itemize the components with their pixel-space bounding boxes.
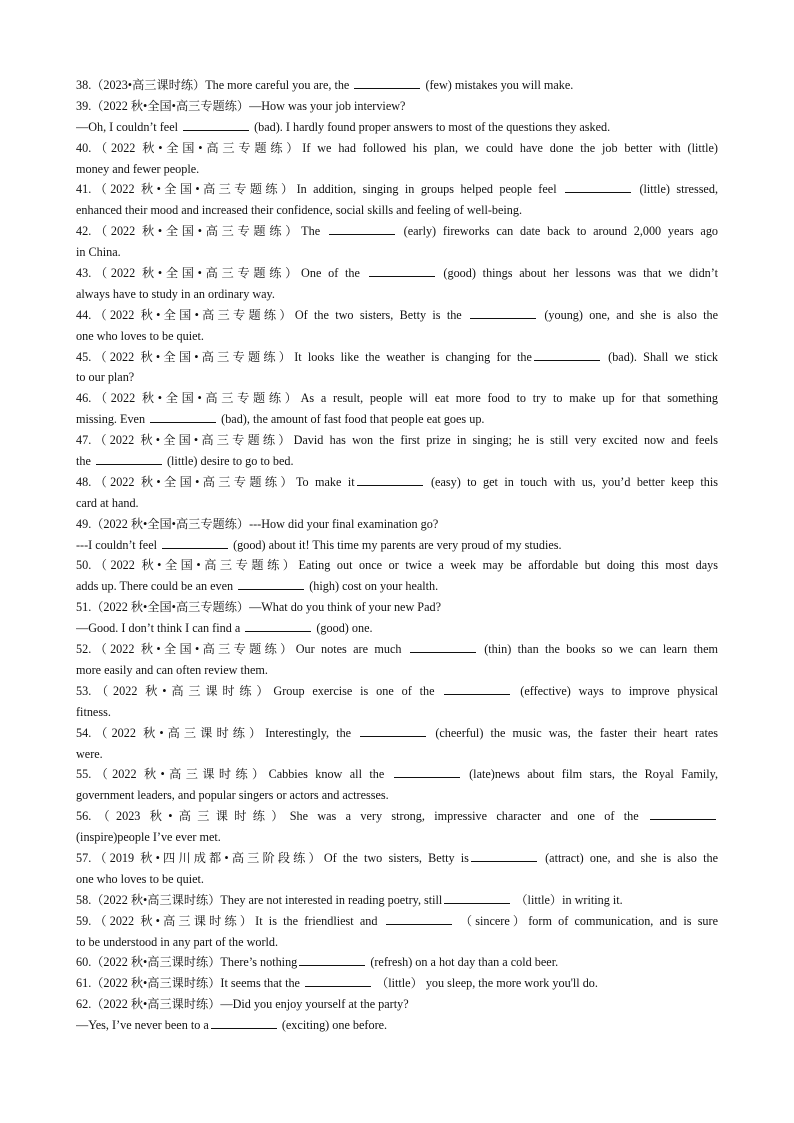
text-line [76,493,718,514]
line-text: ---I couldn’t feel [76,537,161,552]
text-line [76,221,718,242]
line-text: (thin) than the books so we can learn them [477,642,718,657]
answer-blank[interactable] [329,223,395,235]
text-line [76,848,718,869]
line-text: (bad). I hardly found proper answers to most of the questions they asked. [251,119,611,134]
answer-blank[interactable] [360,725,426,737]
line-text: (easy) to get in touch with us, you’d better keep this [424,474,718,489]
answer-blank[interactable] [183,119,249,131]
text-line [76,75,718,96]
text-line [76,597,718,618]
text-line [76,869,718,890]
line-text: (attract) one, and she is also the [538,850,718,865]
line-text: 41.（2022 秋•全国•高三专题练）In addition, singing in groups helped people feel [76,182,564,197]
text-line [76,263,718,284]
line-text: one who loves to be quiet. [76,871,204,886]
text-line [76,806,718,827]
line-text: (bad). Shall we stick [601,349,718,364]
text-line [76,890,718,911]
answer-blank[interactable] [565,181,631,193]
line-text: 38.（2023•高三课时练）The more careful you are, the [76,78,353,92]
line-text: （little）in writing it. [512,892,623,907]
line-text: (good) things about her lessons was that we didn’t [436,266,718,281]
text-line [76,911,718,932]
line-text: (young) one, and she is also the [538,307,718,322]
answer-blank[interactable] [410,641,476,653]
line-text: 54.（2022 秋•高三课时练）Interestingly, the [76,725,359,740]
line-text: 49.（2022 秋•全国•高三专题练）---How did your final examination go? [76,516,439,531]
line-text: 55.（2022 秋•高三课时练）Cabbies know all the [76,767,392,782]
answer-blank[interactable] [650,808,716,820]
line-text: in China. [76,245,121,260]
line-text: 52.（2022 秋•全国•高三专题练）Our notes are much [76,642,408,657]
text-line [76,660,718,681]
answer-blank[interactable] [369,265,435,277]
answer-blank[interactable] [162,537,228,549]
text-line [76,932,718,953]
text-line [76,305,718,326]
answer-blank[interactable] [357,474,423,486]
text-line [76,514,718,535]
text-line [76,179,718,200]
line-text: （little） you sleep, the more work you'll do. [373,976,598,991]
text-line [76,744,718,765]
line-text: 45.（2022 秋•全国•高三专题练）It looks like the weather is changing for the [76,349,532,364]
line-text: 40.（2022 秋•全国•高三专题练）If we had followed his plan, we could have done the job better with (little) [76,140,718,155]
text-line [76,409,718,430]
text-line [76,242,718,263]
text-line [76,347,718,368]
text-line [76,159,718,180]
line-text: (effective) ways to improve physical [512,683,718,698]
text-line [76,555,718,576]
line-text: government leaders, and popular singers or actors and actresses. [76,788,389,803]
line-text: more easily and can often review them. [76,662,268,677]
line-text: 56.（2023 秋•高三课时练）She was a very strong, impressive character and one of the [76,809,648,824]
text-line [76,723,718,744]
line-text: 44.（2022 秋•全国•高三专题练）Of the two sisters, Betty is the [76,307,469,322]
line-text: 60.（2022 秋•高三课时练）There’s nothing [76,955,298,970]
line-text: to our plan? [76,370,135,385]
worksheet-page [76,75,718,1036]
line-text: to be understood in any part of the world. [76,934,279,949]
answer-blank[interactable] [305,975,371,987]
text-line [76,472,718,493]
answer-blank[interactable] [444,892,510,904]
line-text: (refresh) on a hot day than a cold beer. [367,955,559,970]
line-text: 62.（2022 秋•高三课时练）—Did you enjoy yourself at the party? [76,997,409,1012]
text-line [76,388,718,409]
text-line [76,326,718,347]
line-text: (good) about it! This time my parents are very proud of my studies. [230,537,562,552]
line-text: 39.（2022 秋•全国•高三专题练）—How was your job interview? [76,98,406,113]
text-line [76,973,718,994]
text-line [76,138,718,159]
line-text: 47.（2022 秋•全国•高三专题练）David has won the first prize in singing; he is still very excited now and feels [76,433,718,448]
line-text: 48.（2022 秋•全国•高三专题练）To make it [76,474,355,489]
line-text: —Yes, I’ve never been to a [76,1018,209,1033]
answer-blank[interactable] [386,913,452,925]
text-line [76,952,718,973]
text-line [76,681,718,702]
answer-blank[interactable] [470,307,536,319]
line-text: (high) cost on your health. [306,579,439,594]
line-text: 58.（2022 秋•高三课时练）They are not interested in reading poetry, still [76,892,443,907]
line-text: (bad), the amount of fast food that people eat goes up. [218,412,485,427]
line-text: enhanced their mood and increased their confidence, social skills and feeling of well-being. [76,203,523,218]
line-text: (inspire)people I’ve ever met. [76,830,221,845]
line-text: (cheerful) the music was, the faster their heart rates [428,725,718,740]
line-text: fitness. [76,704,111,719]
line-text: (late)news about film stars, the Royal Family, [461,767,718,782]
line-text: card at hand. [76,495,139,510]
line-text: 51.（2022 秋•全国•高三专题练）—What do you think of your new Pad? [76,600,441,615]
line-text: 59.（2022 秋•高三课时练）It is the friendliest and [76,913,384,928]
text-line [76,576,718,597]
answer-blank[interactable] [150,411,216,423]
line-text: the [76,454,94,469]
line-text: —Good. I don’t think I can find a [76,621,244,636]
line-text: 43.（2022 秋•全国•高三专题练）One of the [76,266,367,281]
line-text: money and fewer people. [76,161,200,176]
line-text: (early) fireworks can date back to around 2,000 years ago [396,224,718,239]
answer-blank[interactable] [299,954,365,966]
text-line [76,764,718,785]
text-line [76,1015,718,1036]
line-text: (good) one. [313,621,373,636]
text-line [76,535,718,556]
text-line [76,451,718,472]
text-line [76,367,718,388]
answer-blank[interactable] [354,77,420,89]
line-text: adds up. There could be an even [76,579,237,594]
text-line [76,639,718,660]
answer-blank[interactable] [238,578,304,590]
line-text: 46.（2022 秋•全国•高三专题练）As a result, people will eat more food to try to make up for that something [76,391,718,406]
line-text: （sincere）form of communication, and is sure [453,913,718,928]
line-text: 57.（2019 秋•四川成都•高三阶段练）Of the two sisters, Betty is [76,850,469,865]
text-line [76,785,718,806]
line-text: 42.（2022 秋•全国•高三专题练）The [76,224,327,239]
answer-blank[interactable] [245,620,311,632]
text-line [76,96,718,117]
answer-blank[interactable] [96,453,162,465]
line-text: (little) stressed, [633,182,718,197]
line-text: 61.（2022 秋•高三课时练）It seems that the [76,976,304,991]
text-line [76,430,718,451]
answer-blank[interactable] [211,1017,277,1029]
line-text: 50.（2022 秋•全国•高三专题练）Eating out once or twice a week may be affordable but doing this most days [76,558,718,573]
answer-blank[interactable] [444,683,510,695]
text-line [76,200,718,221]
line-text: —Oh, I couldn’t feel [76,119,182,134]
text-line [76,702,718,723]
answer-blank[interactable] [471,850,537,862]
answer-blank[interactable] [394,766,460,778]
line-text: always have to study in an ordinary way. [76,286,275,301]
line-text: 53.（2022 秋•高三课时练）Group exercise is one of the [76,683,443,698]
text-line [76,284,718,305]
line-text: (few) mistakes you will make. [422,78,574,92]
text-line [76,827,718,848]
answer-blank[interactable] [534,349,600,361]
text-line [76,994,718,1015]
line-text: one who loves to be quiet. [76,328,204,343]
line-text: (little) desire to go to bed. [163,454,294,469]
text-line [76,618,718,639]
line-text: were. [76,746,103,761]
line-text: missing. Even [76,412,149,427]
line-text: (exciting) one before. [278,1018,388,1033]
text-line [76,117,718,138]
